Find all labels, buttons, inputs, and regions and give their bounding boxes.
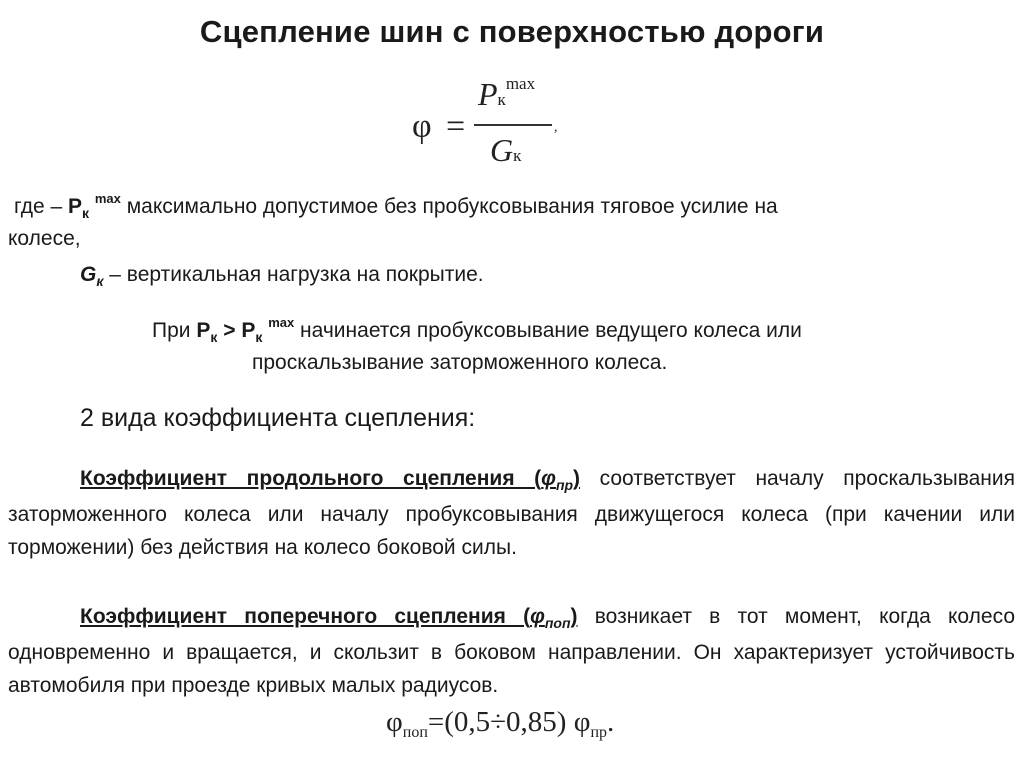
page-title: Сцепление шин с поверхностью дороги <box>199 14 825 49</box>
condition-line-1 <box>152 314 802 349</box>
bottom-rhs-sub: пр <box>590 724 608 741</box>
lateral-label: Коэффициент поперечного сцепления ( <box>80 605 531 628</box>
numerator-sub: к <box>497 90 506 109</box>
condition-prefix: При <box>152 319 197 342</box>
definition-line-1 <box>14 190 1014 225</box>
fraction-bar <box>474 124 552 126</box>
var-g: G <box>80 263 97 286</box>
denominator-var: G <box>490 132 514 168</box>
cond-var2: Р <box>241 319 256 342</box>
paragraph-lateral <box>8 600 1015 703</box>
formula-comma: , <box>554 120 558 135</box>
definition-var-p <box>68 191 121 221</box>
phi-symbol: φ <box>541 467 556 490</box>
bottom-body: =(0,5÷0,85) φ <box>427 706 591 738</box>
formula-denominator <box>490 132 521 169</box>
bottom-phi: φ <box>386 706 403 738</box>
condition-text-1: начинается пробуксовывание ведущего колеса или <box>294 319 802 342</box>
close-paren: ) <box>573 467 581 490</box>
definition-prefix: где – <box>14 195 68 218</box>
bottom-trail: . <box>607 706 615 738</box>
definition-text-1: максимально допустимое без пробуксовывания тяговое усилие на <box>120 195 778 218</box>
formula-numerator <box>478 76 535 113</box>
longitudinal-term <box>80 467 581 493</box>
cond-sub1: к <box>210 329 218 345</box>
close-paren: ) <box>570 605 578 628</box>
paragraph-longitudinal <box>8 462 1015 565</box>
lateral-text: возникает в тот момент, когда колесо одновременно и вращается, и скользит в боковом направлении. Он характеризует устойчивость автомобиля при проезде кривых малых радиусов. <box>8 605 1015 697</box>
definition-line-2: колесе, <box>8 227 81 250</box>
numerator-sup: max <box>505 74 536 93</box>
definition-text-3: – вертикальная нагрузка на покрытие. <box>103 263 484 286</box>
phi-symbol: φ <box>530 605 545 628</box>
denominator-sub: к <box>513 146 522 165</box>
cond-sub2: к <box>255 329 263 345</box>
numerator-var: P <box>478 76 498 112</box>
cond-op: > <box>217 319 242 342</box>
longitudinal-text: соответствует началу проскальзывания заторможенного колеса или началу пробуксовывания движущегося колеса (при качении или торможении) без действия на колесо боковой силы. <box>8 467 1015 559</box>
phi-sub: пр <box>555 477 574 493</box>
longitudinal-label: Коэффициент продольного сцепления ( <box>80 467 542 490</box>
section-heading: 2 вида коэффициента сцепления: <box>80 404 476 432</box>
lateral-term <box>80 605 578 631</box>
var-p-sup: max <box>94 191 121 206</box>
cond-var1: Р <box>196 319 211 342</box>
condition-line-2: проскальзывание заторможенного колеса. <box>252 351 668 374</box>
formula-phi: φ <box>412 108 432 145</box>
var-p: Р <box>68 195 83 218</box>
var-g-sub: к <box>96 273 104 289</box>
bottom-phi-sub: поп <box>402 724 428 741</box>
definition-line-3 <box>80 258 484 293</box>
formula-equals: = <box>446 108 466 145</box>
cond-sup2: max <box>268 315 295 330</box>
phi-sub: поп <box>544 615 571 631</box>
var-p-sub: к <box>82 205 90 221</box>
bottom-formula <box>386 706 614 739</box>
